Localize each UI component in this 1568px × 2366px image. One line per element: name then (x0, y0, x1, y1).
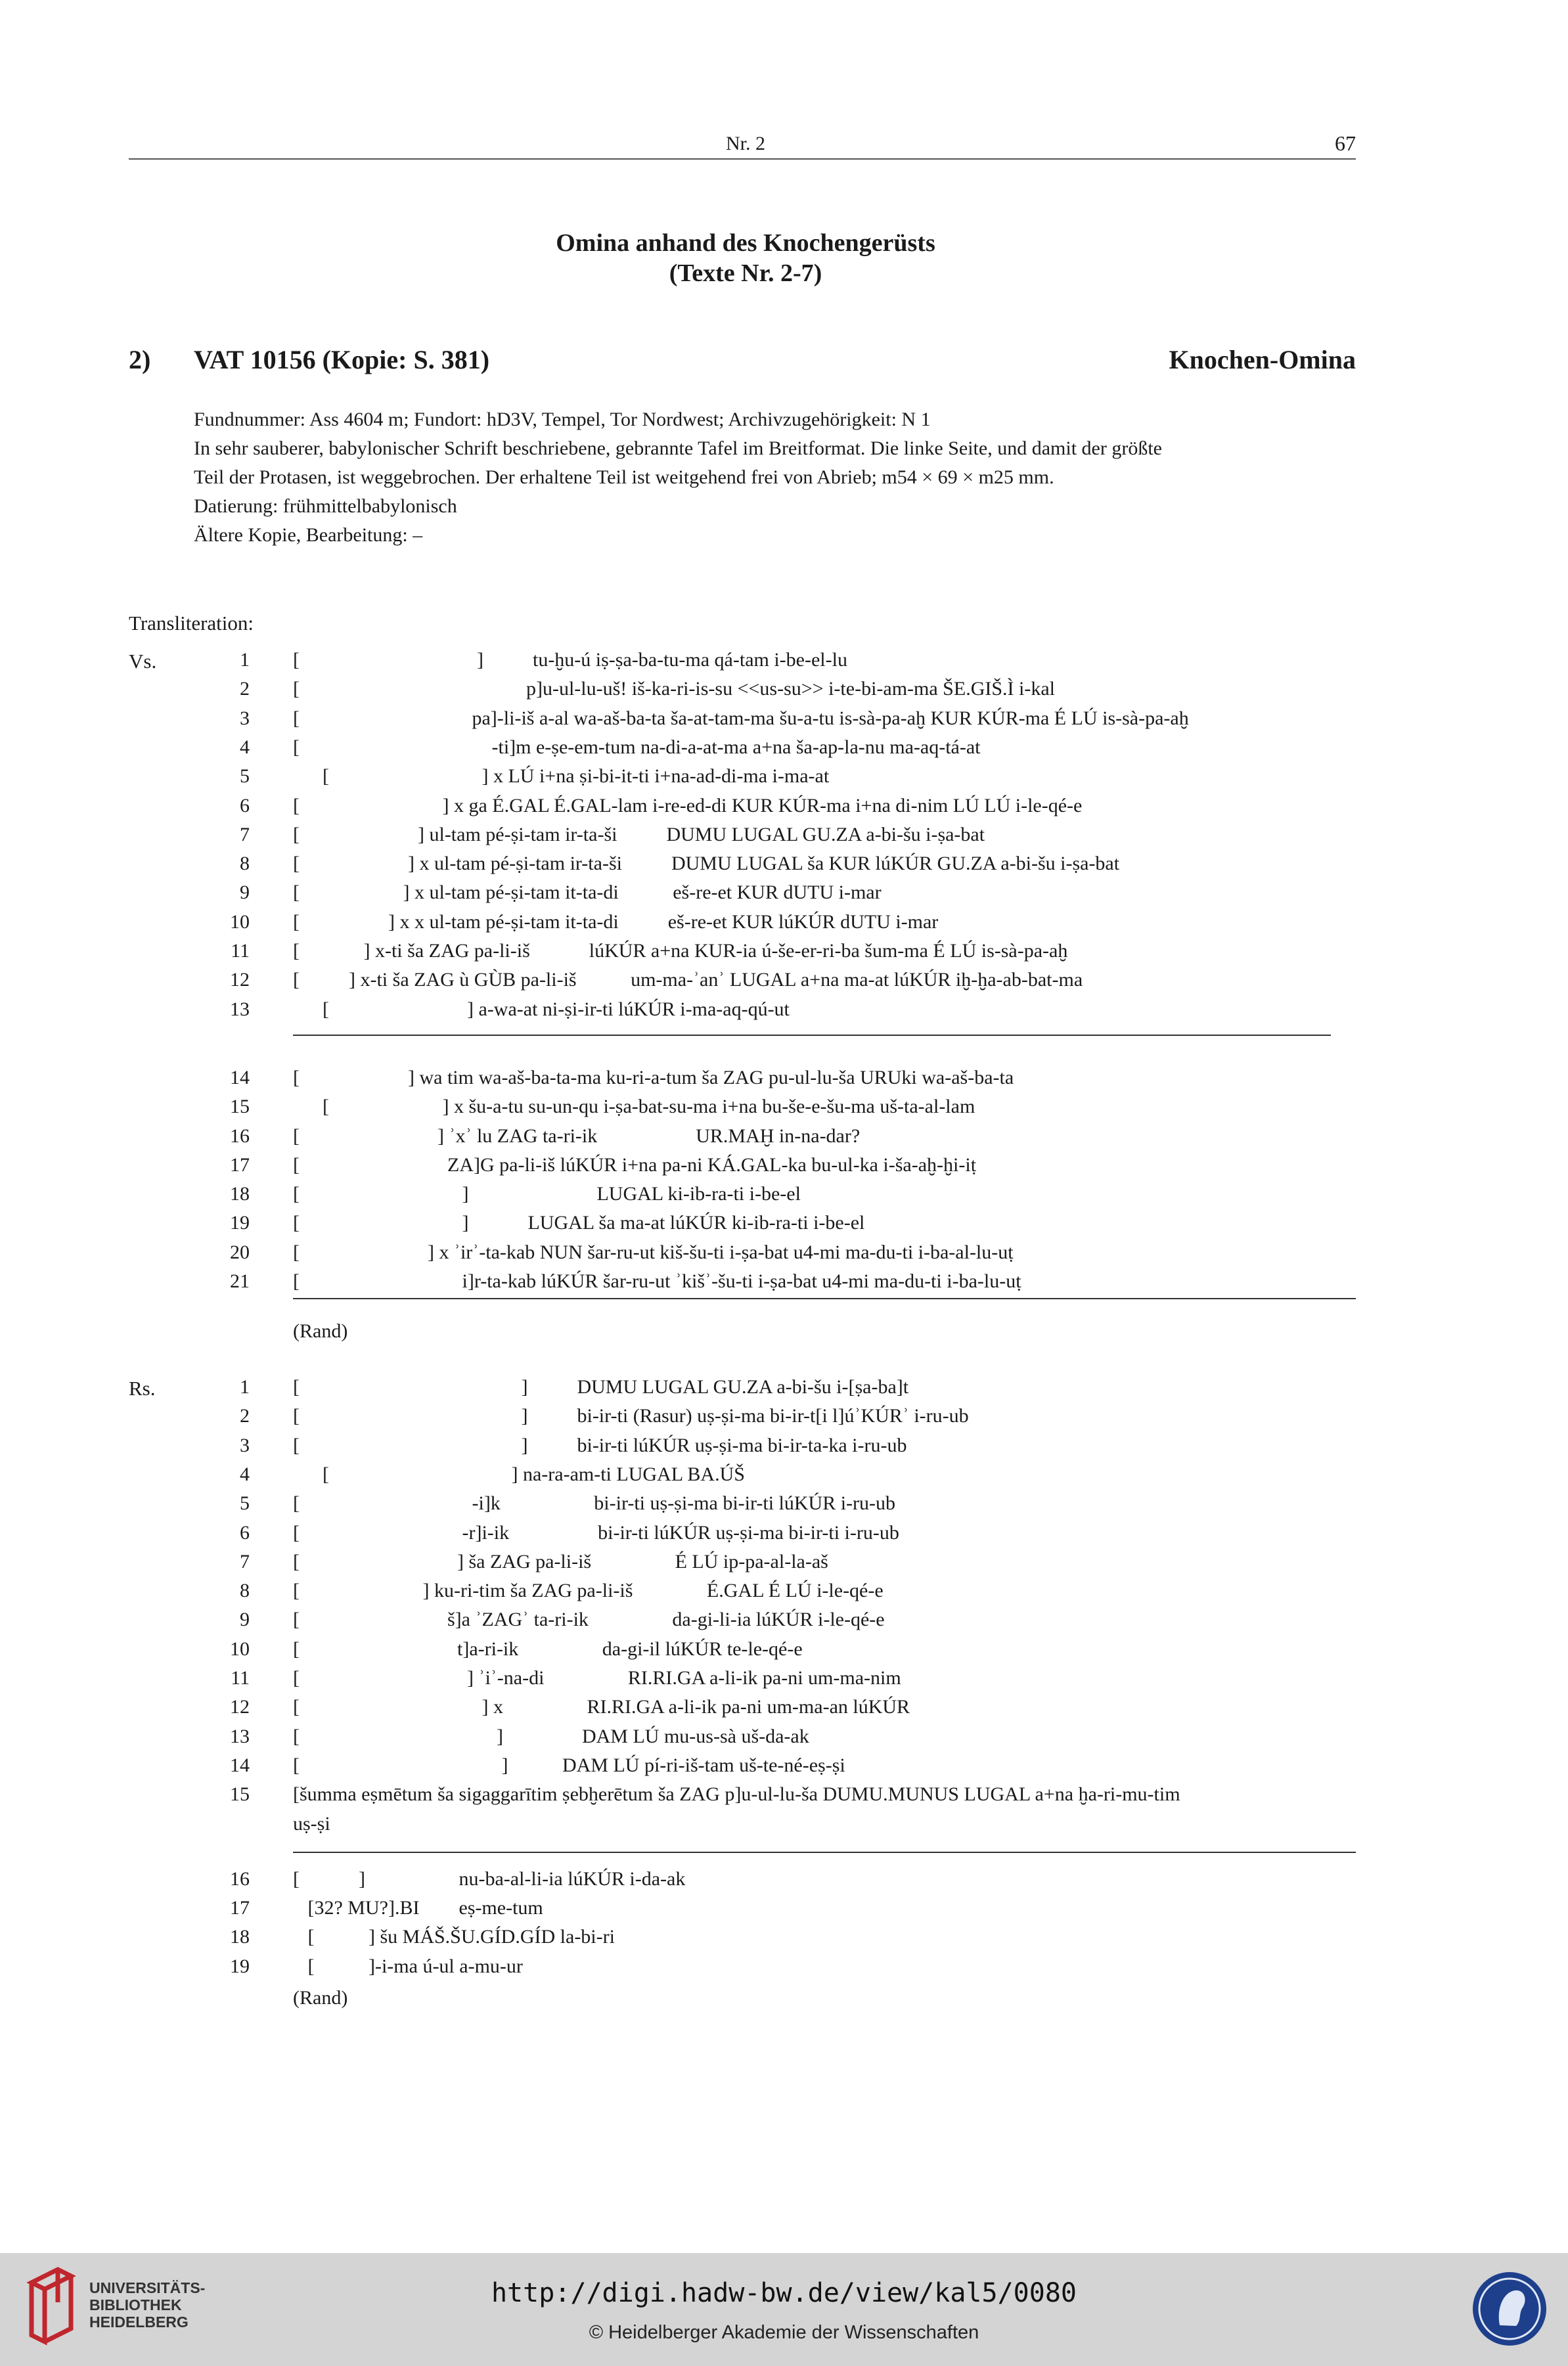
transliteration-line: [ pa]-li-iš a-al wa-aš-ba-ta ša-at-tam-ma šu-a-tu is-sà-pa-aḫ KUR KÚR-ma É LÚ is-sà-pa-aḫ (293, 707, 1189, 729)
line-number: 1 (240, 1376, 250, 1398)
section-subtitle: (Texte Nr. 2-7) (669, 259, 822, 287)
page-number: 67 (1335, 131, 1356, 155)
line-number: 2 (240, 678, 250, 700)
section-title: Omina anhand des Knochengerüsts (556, 229, 935, 257)
line-number: 15 (230, 1096, 250, 1118)
transliteration-line: [ ] DAM LÚ pí-ri-iš-tam uš-te-né-eṣ-ṣi (293, 1754, 845, 1776)
meta-line: Teil der Protasen, ist weggebrochen. Der erhaltene Teil ist weitgehend frei von Abrieb; m54 × 69 × m25 mm. (194, 466, 1054, 488)
line-number: 9 (240, 1609, 250, 1631)
transliteration-line: [ p]u-ul-lu-uš! iš-ka-ri-is-su <<us-su>> i-te-bi-am-ma ŠE.GIŠ.Ì i-kal (293, 678, 1055, 700)
obverse-label: Vs. (129, 650, 157, 673)
line-number: 8 (240, 1580, 250, 1602)
line-number: 21 (230, 1270, 250, 1292)
transliteration-line: [ ] a-wa-at ni-ṣi-ir-ti lúKÚR i-ma-aq-qú-ut (293, 998, 790, 1020)
line-number: 6 (240, 794, 250, 816)
transliteration-line: [ ] bi-ir-ti (Rasur) uṣ-ṣi-ma bi-ir-t[i l]úʾKÚRʾ i-ru-ub (293, 1405, 969, 1427)
line-number: 10 (230, 1638, 250, 1660)
running-header: Nr. 2 (726, 133, 765, 154)
transliteration-line: [ -ti]m e-ṣe-em-tum na-di-a-at-ma a+na ša-ap-la-nu ma-aq-tá-at (293, 736, 981, 758)
line-number: 13 (230, 998, 250, 1020)
line-number: 7 (240, 1550, 250, 1573)
transliteration-line: [ ] ša ZAG pa-li-iš É LÚ ip-pa-al-la-aš (293, 1550, 828, 1573)
line-number: 14 (230, 1754, 250, 1776)
transliteration-line: [ ] ku-ri-tim ša ZAG pa-li-iš É.GAL É LÚ i-le-qé-e (293, 1580, 884, 1602)
line-number: 16 (230, 1125, 250, 1147)
transliteration-line: [ -i]k bi-ir-ti uṣ-ṣi-ma bi-ir-ti lúKÚR i-ru-ub (293, 1492, 896, 1515)
transliteration-line: [ ZA]G pa-li-iš lúKÚR i+na pa-ni KÁ.GAL-ka bu-ul-ka i-ša-aḫ-ḫi-iṭ (293, 1153, 977, 1176)
transliteration-line: [ ] x ul-tam pé-ṣi-tam ir-ta-ši DUMU LUGAL ša KUR lúKÚR GU.ZA a-bi-šu i-ṣa-bat (293, 853, 1120, 875)
line-number: 1 (240, 649, 250, 671)
transliteration-line: [ ] x-ti ša ZAG ù GÙB pa-li-iš um-ma-ʾanʾ LUGAL a+na ma-at lúKÚR iḫ-ḫa-ab-bat-ma (293, 969, 1083, 991)
header-rule (129, 158, 1356, 160)
transliteration-line: [šumma eṣmētum ša sigaggarītim ṣebḫerētum ša ZAG p]u-ul-lu-ša DUMU.MUNUS LUGAL a+na ḫa-ri-mu-tim (293, 1783, 1180, 1806)
transliteration-line: [ ] x ga É.GAL É.GAL-lam i-re-ed-di KUR KÚR-ma i+na di-nim LÚ LÚ i-le-qé-e (293, 794, 1083, 816)
transliteration-line: [ ] DAM LÚ mu-us-sà uš-da-ak (293, 1725, 809, 1747)
line-number: 4 (240, 1463, 250, 1485)
transliteration-line: [ ] ʾxʾ lu ZAG ta-ri-ik UR.MAḪ in-na-dar? (293, 1125, 861, 1147)
line-number: 14 (230, 1066, 250, 1088)
transliteration-line: [ ] DUMU LUGAL GU.ZA a-bi-šu i-[ṣa-ba]t (293, 1376, 909, 1398)
source-url[interactable]: http://digi.hadw-bw.de/view/kal5/0080 (491, 2278, 1077, 2308)
transliteration-line: [ ] LUGAL ki-ib-ra-ti i-be-el (293, 1183, 801, 1205)
meta-line: Ältere Kopie, Bearbeitung: – (194, 524, 423, 546)
library-name: UNIVERSITÄTS- BIBLIOTHEK HEIDELBERG (89, 2279, 206, 2331)
line-number: 11 (231, 940, 250, 962)
line-number: 10 (230, 910, 250, 933)
line-number: 17 (230, 1897, 250, 1919)
entry-title: VAT 10156 (Kopie: S. 381) (194, 345, 490, 374)
transliteration-line: [ ] wa tim wa-aš-ba-ta-ma ku-ri-a-tum ša ZAG pu-ul-lu-ša URUki wa-aš-ba-ta (293, 1066, 1014, 1088)
transliteration-line: [ ] x ul-tam pé-ṣi-tam it-ta-di eš-re-et KUR dUTU i-mar (293, 882, 882, 904)
entry-number: 2) (129, 345, 151, 374)
line-number: 6 (240, 1521, 250, 1544)
line-number: 4 (240, 736, 250, 758)
transliteration-line: [ ]-i-ma ú-ul a-mu-ur (293, 1955, 523, 1977)
transliteration-line: [ š]a ʾZAGʾ ta-ri-ik da-gi-li-ia lúKÚR i-le-qé-e (293, 1609, 885, 1631)
transliteration-line: [ ] bi-ir-ti lúKÚR uṣ-ṣi-ma bi-ir-ta-ka i-ru-ub (293, 1434, 907, 1456)
line-number: 15 (230, 1783, 250, 1806)
line-number: 3 (240, 1434, 250, 1456)
transliteration-line: [ ] šu MÁŠ.ŠU.GÍD.GÍD la-bi-ri (293, 1926, 615, 1948)
line-number: 19 (230, 1212, 250, 1234)
transliteration-line: uṣ-ṣi (293, 1812, 330, 1835)
transliteration-line: [ t]a-ri-ik da-gi-il lúKÚR te-le-qé-e (293, 1638, 803, 1660)
line-number: 19 (230, 1955, 250, 1977)
transliteration-line: [ ] LUGAL ša ma-at lúKÚR ki-ib-ra-ti i-be-el (293, 1212, 865, 1234)
divider-rule (293, 1852, 1356, 1853)
transliteration-line: [ ] x ʾirʾ-ta-kab NUN šar-ru-ut kiš-šu-ti i-ṣa-bat u4-mi ma-du-ti i-ba-al-lu-uṭ (293, 1241, 1014, 1263)
footer-bar (0, 2253, 1568, 2366)
copyright-notice: © Heidelberger Akademie der Wissenschaften (589, 2322, 979, 2343)
line-number: 17 (230, 1153, 250, 1176)
transliteration-line: [ ] na-ra-am-ti LUGAL BA.ÚŠ (293, 1463, 745, 1485)
entry-category: Knochen-Omina (1169, 345, 1356, 374)
transliteration-line: [ ] ʾiʾ-na-di RI.RI.GA a-li-ik pa-ni um-ma-nim (293, 1667, 901, 1689)
line-number: 20 (230, 1241, 250, 1263)
transliteration-line: [ ] x šu-a-tu su-un-qu i-ṣa-bat-su-ma i+na bu-še-e-šu-ma uš-ta-al-lam (293, 1096, 975, 1118)
rand-label: (Rand) (293, 1320, 348, 1342)
line-number: 18 (230, 1183, 250, 1205)
transliteration-line: [ ] ul-tam pé-ṣi-tam ir-ta-ši DUMU LUGAL GU.ZA a-bi-šu i-ṣa-bat (293, 823, 985, 845)
line-number: 11 (231, 1667, 250, 1689)
transliteration-line: [ ] x LÚ i+na ṣi-bi-it-ti i+na-ad-di-ma i-ma-at (293, 765, 830, 788)
transliteration-line: [ i]r-ta-kab lúKÚR šar-ru-ut ʾkišʾ-šu-ti i-ṣa-bat u4-mi ma-du-ti i-ba-lu-uṭ (293, 1270, 1021, 1292)
transliteration-line: [ ] nu-ba-al-li-ia lúKÚR i-da-ak (293, 1867, 686, 1890)
line-number: 5 (240, 1492, 250, 1515)
line-number: 8 (240, 853, 250, 875)
transliteration-line: [ ] x-ti ša ZAG pa-li-iš lúKÚR a+na KUR-ia ú-še-er-ri-ba šum-ma É LÚ is-sà-pa-aḫ (293, 940, 1068, 962)
line-number: 12 (230, 969, 250, 991)
reverse-label: Rs. (129, 1377, 156, 1400)
line-number: 7 (240, 823, 250, 845)
transliteration-line: [ ] x x ul-tam pé-ṣi-tam it-ta-di eš-re-et KUR lúKÚR dUTU i-mar (293, 910, 939, 933)
transliteration-label: Transliteration: (129, 612, 254, 635)
transliteration-line: [ ] tu-ḫu-ú iṣ-ṣa-ba-tu-ma qá-tam i-be-el-lu (293, 649, 847, 671)
divider-rule (293, 1298, 1356, 1299)
line-number: 13 (230, 1725, 250, 1747)
meta-line: In sehr sauberer, babylonischer Schrift beschriebene, gebrannte Tafel im Breitformat. Die linke Seite, und damit der größte (194, 437, 1162, 459)
line-number: 16 (230, 1867, 250, 1890)
transliteration-line: [ -r]i-ik bi-ir-ti lúKÚR uṣ-ṣi-ma bi-ir-ti i-ru-ub (293, 1521, 899, 1544)
line-number: 3 (240, 707, 250, 729)
transliteration-line: [ ] x RI.RI.GA a-li-ik pa-ni um-ma-an lúKÚR (293, 1696, 910, 1718)
rand-label: (Rand) (293, 1987, 348, 2009)
line-number: 9 (240, 882, 250, 904)
divider-rule (293, 1035, 1331, 1036)
line-number: 12 (230, 1696, 250, 1718)
transliteration-line: [32? MU?].BI eṣ-me-tum (293, 1897, 543, 1919)
meta-line: Fundnummer: Ass 4604 m; Fundort: hD3V, Tempel, Tor Nordwest; Archivzugehörigkeit: N 1 (194, 409, 931, 430)
line-number: 2 (240, 1405, 250, 1427)
meta-line: Datierung: frühmittelbabylonisch (194, 495, 457, 517)
line-number: 5 (240, 765, 250, 788)
academy-seal-icon (1470, 2269, 1549, 2348)
line-number: 18 (230, 1926, 250, 1948)
